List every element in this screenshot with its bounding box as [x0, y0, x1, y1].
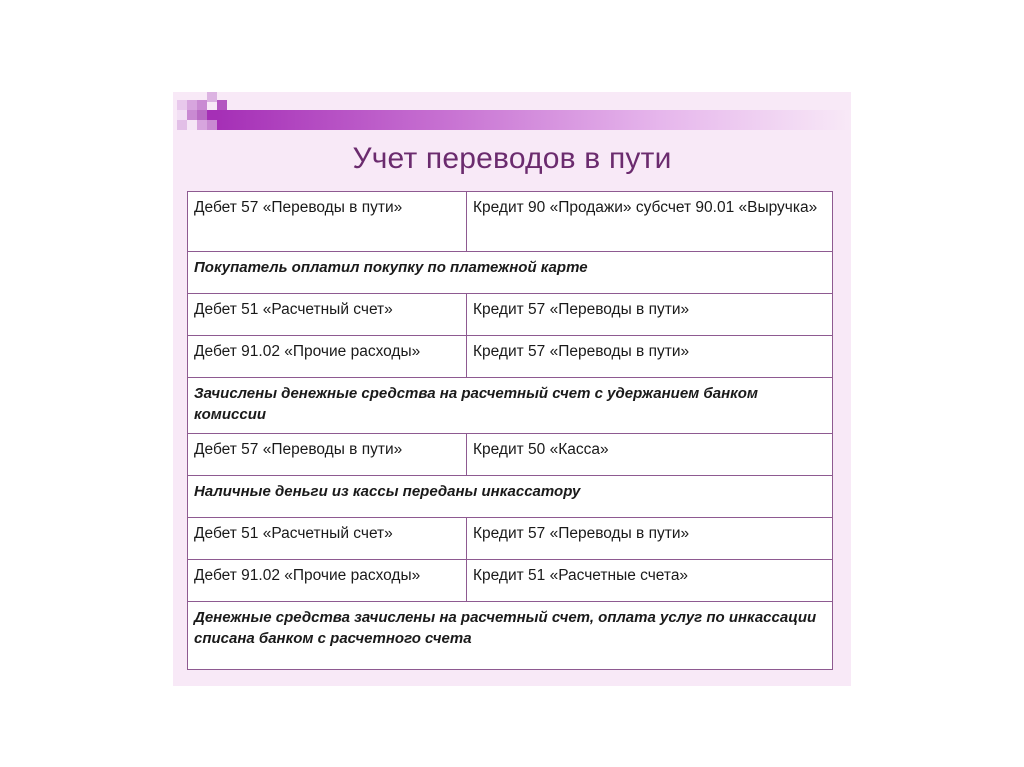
table-row	[188, 602, 833, 670]
pixel-square	[177, 100, 187, 110]
pixel-square	[207, 92, 217, 102]
pixel-square	[177, 120, 187, 130]
table-row	[188, 434, 833, 476]
slide	[173, 92, 851, 686]
debit-cell: Дебет 57 «Переводы в пути»	[188, 434, 467, 476]
operation-description: Наличные деньги из кассы переданы инкассатору	[188, 476, 833, 518]
pixel-square	[177, 110, 187, 120]
pixel-square	[197, 100, 207, 110]
debit-cell: Дебет 91.02 «Прочие расходы»	[188, 336, 467, 378]
credit-cell: Кредит 57 «Переводы в пути»	[467, 518, 833, 560]
pixel-square	[187, 110, 197, 120]
table-row	[188, 294, 833, 336]
credit-cell: Кредит 50 «Касса»	[467, 434, 833, 476]
pixel-square	[187, 100, 197, 110]
debit-cell: Дебет 57 «Переводы в пути»	[188, 192, 467, 252]
pixel-square	[197, 120, 207, 130]
operation-description: Покупатель оплатил покупку по платежной карте	[188, 252, 833, 294]
credit-cell: Кредит 90 «Продажи» субсчет 90.01 «Выручка»	[467, 192, 833, 252]
table-row	[188, 378, 833, 434]
page-title: Учет переводов в пути	[352, 142, 672, 175]
pixel-square	[197, 110, 207, 120]
pixel-square	[187, 120, 197, 130]
debit-cell: Дебет 51 «Расчетный счет»	[188, 518, 467, 560]
credit-cell: Кредит 57 «Переводы в пути»	[467, 336, 833, 378]
pixel-square	[217, 100, 227, 110]
table-row	[188, 192, 833, 252]
credit-cell: Кредит 51 «Расчетные счета»	[467, 560, 833, 602]
gradient-band	[217, 110, 851, 130]
pixel-square	[207, 120, 217, 130]
operation-description: Денежные средства зачислены на расчетный счет, оплата услуг по инкассации списана банком с расчетного счета	[188, 602, 833, 670]
debit-cell: Дебет 91.02 «Прочие расходы»	[188, 560, 467, 602]
entries-table	[187, 191, 833, 670]
table-row	[188, 560, 833, 602]
pixel-square	[207, 110, 217, 120]
table-row	[188, 518, 833, 560]
table-row	[188, 476, 833, 518]
operation-description: Зачислены денежные средства на расчетный счет с удержанием банком комиссии	[188, 378, 833, 434]
debit-cell: Дебет 51 «Расчетный счет»	[188, 294, 467, 336]
table-row	[188, 336, 833, 378]
credit-cell: Кредит 57 «Переводы в пути»	[467, 294, 833, 336]
table-row	[188, 252, 833, 294]
